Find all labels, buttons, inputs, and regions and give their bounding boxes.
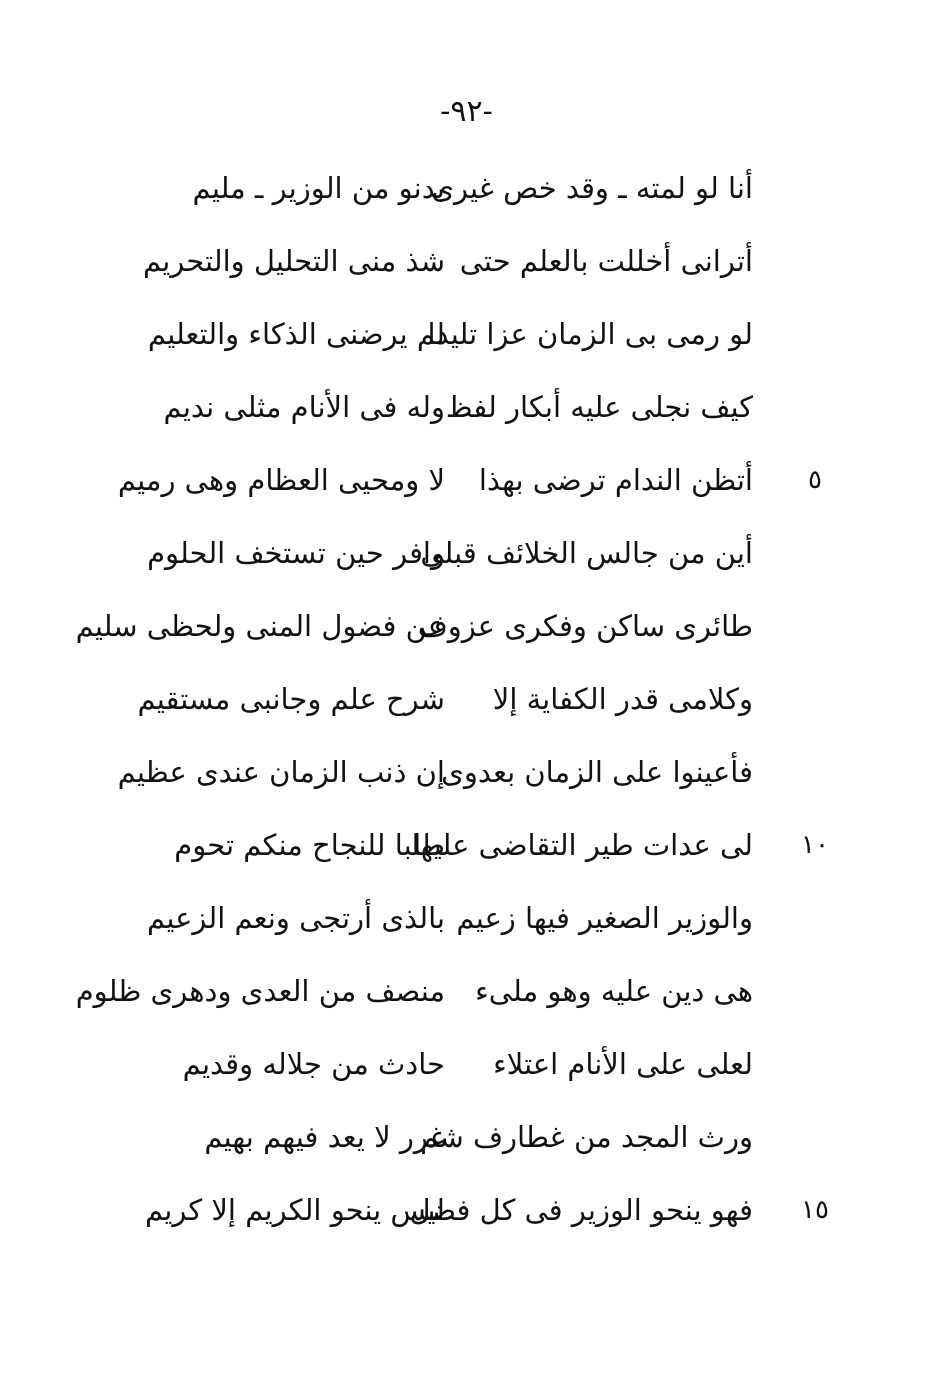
line-number: ٥: [808, 465, 822, 495]
verse-first-hemistich: طائرى ساكن وفكرى عزوف: [417, 609, 753, 643]
verse-first-hemistich: وكلامى قدر الكفاية إلا: [492, 682, 753, 716]
verse-first-hemistich: لعلى على الأنام اعتلاء: [493, 1047, 753, 1081]
verse-first-hemistich: لى عدات طير التقاضى عليها: [411, 828, 753, 862]
verse-second-hemistich: ليس ينحو الكريم إلا كريم: [144, 1193, 445, 1227]
verse-10: [0, 817, 933, 873]
line-number: [790, 160, 840, 216]
line-number: ١٥: [801, 1195, 829, 1225]
verse-second-hemistich: لا ومحيى العظام وهى رميم: [117, 463, 445, 497]
line-number: ١٠: [801, 830, 829, 860]
line-number: [790, 890, 840, 946]
verse-second-hemistich: شرح علم وجانبى مستقيم: [137, 682, 445, 716]
verse-1: [0, 160, 933, 216]
verse-second-hemistich: لم يرضنى الذكاء والتعليم: [147, 317, 445, 351]
verse-second-hemistich: وله فى الأنام مثلى نديم: [163, 390, 445, 424]
line-number: [790, 306, 840, 362]
line-number: [790, 598, 840, 654]
verse-6: [0, 525, 933, 581]
poem: [0, 160, 933, 1260]
verse-15: [0, 1182, 933, 1238]
verse-first-hemistich: أتظن الندام ترضى بهذا: [478, 463, 753, 497]
verse-13: [0, 1036, 933, 1092]
verse-4: [0, 379, 933, 435]
verse-second-hemistich: بالذى أرتجى ونعم الزعيم: [147, 901, 445, 935]
verse-5: [0, 452, 933, 508]
line-number: [790, 233, 840, 289]
line-number: [790, 1036, 840, 1092]
verse-2: [0, 233, 933, 289]
verse-7: [0, 598, 933, 654]
verse-first-hemistich: فأعينوا على الزمان بعدوى: [441, 755, 753, 789]
line-number: [790, 671, 840, 727]
verse-second-hemistich: غرر لا يعد فيهم بهيم: [204, 1120, 445, 1154]
verse-first-hemistich: ورث المجد من غطارف شم: [420, 1120, 753, 1154]
line-number: [790, 1109, 840, 1165]
verse-first-hemistich: أين من جالس الخلائف قبلى: [420, 536, 753, 570]
page-number: -٩٢-: [440, 94, 493, 129]
verse-second-hemistich: شذ منى التحليل والتحريم: [142, 244, 445, 278]
verse-12: [0, 963, 933, 1019]
verse-first-hemistich: أنا لو لمته ـ وقد خص غيرى: [431, 171, 753, 205]
verse-3: [0, 306, 933, 362]
line-number: [790, 525, 840, 581]
line-number: [790, 744, 840, 800]
verse-second-hemistich: بدنو من الوزير ـ مليم: [192, 171, 445, 205]
verse-8: [0, 671, 933, 727]
verse-first-hemistich: أترانى أخللت بالعلم حتى: [459, 244, 753, 278]
verse-first-hemistich: كيف نجلى عليه أبكار لفظ: [445, 390, 753, 424]
verse-second-hemistich: منصف من العدى ودهرى ظلوم: [75, 974, 445, 1008]
verse-first-hemistich: هى دين عليه وهو ملىء: [475, 974, 753, 1008]
verse-second-hemistich: طلبا للنجاح منكم تحوم: [174, 828, 445, 862]
line-number: [790, 379, 840, 435]
line-number: [790, 963, 840, 1019]
verse-second-hemistich: وافر حين تستخف الحلوم: [147, 536, 445, 570]
verse-second-hemistich: حادث من جلاله وقديم: [182, 1047, 445, 1081]
verse-14: [0, 1109, 933, 1165]
verse-second-hemistich: عن فضول المنى ولحظى سليم: [75, 609, 445, 643]
verse-first-hemistich: لو رمى بى الزمان عزا تليدا: [427, 317, 753, 351]
verse-first-hemistich: والوزير الصغير فيها زعيم: [456, 901, 753, 935]
verse-11: [0, 890, 933, 946]
verse-second-hemistich: إن ذنب الزمان عندى عظيم: [117, 755, 445, 789]
verse-9: [0, 744, 933, 800]
verse-first-hemistich: فهو ينحو الوزير فى كل فضل: [409, 1193, 753, 1227]
